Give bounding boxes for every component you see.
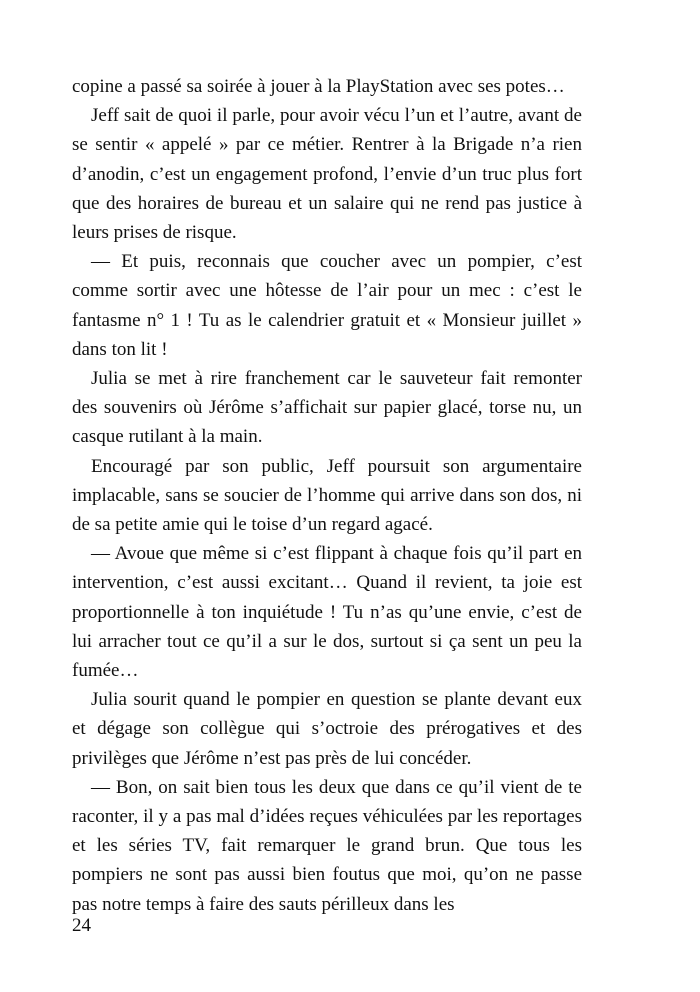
paragraph: Julia sourit quand le pompier en question se plante devant eux et dégage son collègue qui s’octroie des prérogatives et des privilèges que Jérôme n’est pas près de lui concéder. [72, 689, 582, 769]
paragraph-dialogue: — Bon, on sait bien tous les deux que dans ce qu’il vient de te raconter, il y a pas mal d’idées reçues véhiculées par les reportages et les séries TV, fait remarquer le grand brun. Que tous les pompiers ne sont pas aussi bien foutus que moi, qu’on ne passe pas notre temps à faire des sauts périlleux dans les [72, 776, 582, 915]
page-number: 24 [72, 915, 91, 936]
paragraph: Encouragé par son public, Jeff poursuit son argumentaire implacable, sans se soucier de l’homme qui arrive dans son dos, ni de sa petite amie qui le toise d’un regard agacé. [72, 455, 582, 536]
paragraph-dialogue: — Et puis, reconnais que coucher avec un pompier, c’est comme sortir avec une hôtesse de l’air pour un mec : c’est le fantasme n° 1 ! Tu as le calendrier gratuit et « Monsieur juillet » dans ton lit ! [72, 251, 582, 360]
paragraph: Julia se met à rire franchement car le sauveteur fait remonter des souvenirs où Jérôme s’affichait sur papier glacé, torse nu, un casque rutilant à la main. [72, 368, 582, 448]
paragraph-dialogue: — Avoue que même si c’est flippant à chaque fois qu’il part en intervention, c’est aussi excitant… Quand il revient, ta joie est proportionnelle à ton inquiétude ! Tu n’as qu’une envie, c’est de lui arracher tout ce qu’il a sur le dos, surtout si ça sent un peu la fumée… [72, 543, 582, 682]
text-block [72, 72, 582, 919]
page-body [72, 72, 582, 919]
paragraph: Jeff sait de quoi il parle, pour avoir vécu l’un et l’autre, avant de se sentir « appelé » par ce métier. Rentrer à la Brigade n’a rien d’anodin, c’est un engagement profond, l’envie d’un truc plus fort que des horaires de bureau et un salaire qui ne rend pas justice à leurs prises de risque. [72, 105, 582, 244]
paragraph-continuation: copine a passé sa soirée à jouer à la PlayStation avec ses potes… [72, 76, 565, 97]
